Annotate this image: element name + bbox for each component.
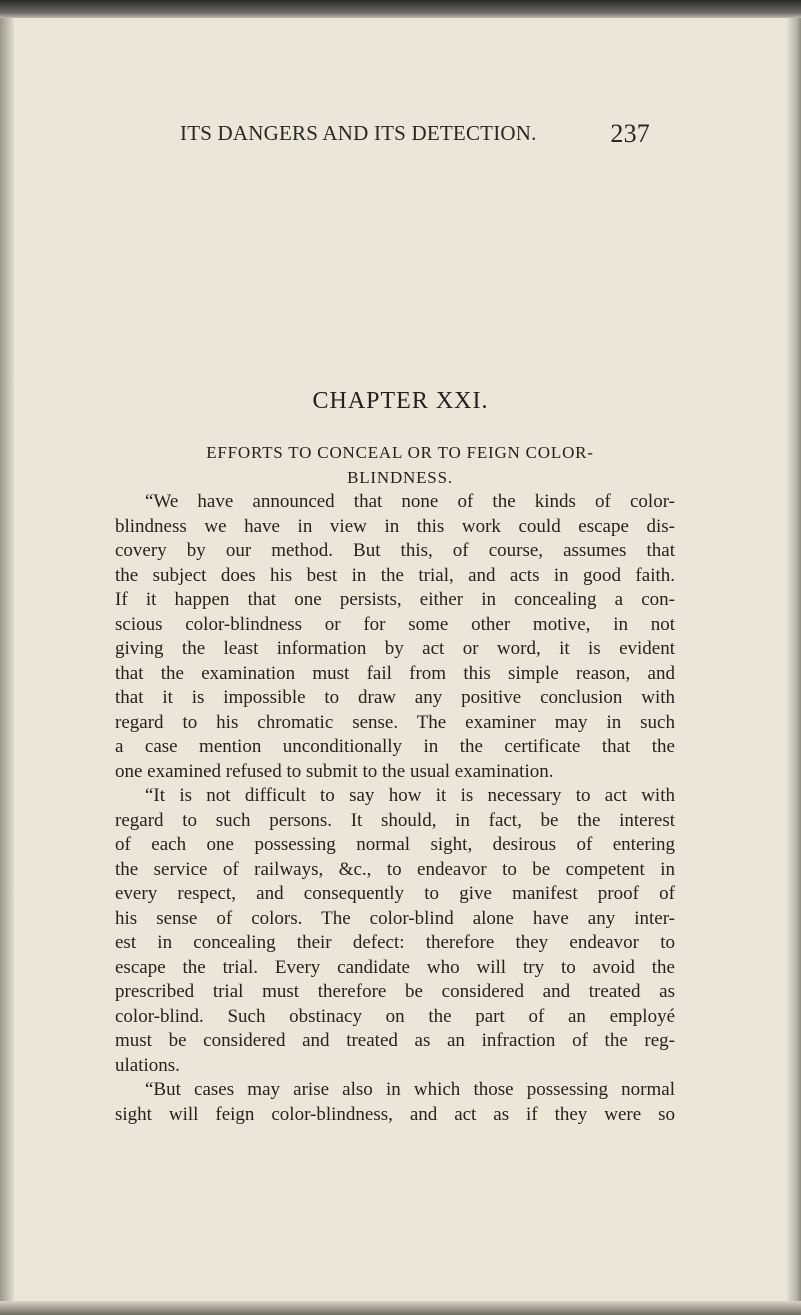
text-line: that the examination must fail from this simple reason, and	[115, 662, 675, 684]
text-line: escape the trial. Every candidate who will try to avoid the	[115, 956, 675, 978]
scan-right-edge	[787, 18, 801, 1315]
text-line: must be considered and treated as an infraction of the reg-	[115, 1030, 675, 1051]
text-line: “But cases may arise also in which those possessing normal	[145, 1079, 675, 1100]
text-line: scious color-blindness or for some other motive, in not	[115, 613, 675, 635]
text-line: covery by our method. But this, of course, assumes that	[115, 540, 675, 561]
running-head-title: ITS DANGERS AND ITS DETECTION.	[180, 121, 537, 145]
text-line: the service of railways, &c., to endeavor to be competent in	[115, 858, 675, 880]
chapter-title: CHAPTER XXI.	[312, 388, 489, 414]
text-line: one examined refused to submit to the usual examination.	[115, 760, 554, 782]
text-line: “It is not difficult to say how it is necessary to act with	[145, 785, 675, 806]
scan-bottom-edge	[0, 1301, 801, 1315]
scan-left-edge	[0, 18, 14, 1315]
text-line: “We have announced that none of the kinds of color-	[145, 491, 675, 512]
text-line: the subject does his best in the trial, and acts in good faith.	[115, 564, 675, 586]
text-line: prescribed trial must therefore be considered and treated as	[115, 981, 675, 1002]
chapter-subtitle-line: EFFORTS TO CONCEAL OR TO FEIGN COLOR-	[206, 443, 594, 462]
text-line: a case mention unconditionally in the certificate that the	[115, 736, 675, 757]
page-number: 237	[610, 119, 650, 148]
text-line: every respect, and consequently to give manifest proof of	[115, 883, 675, 904]
text-line: his sense of colors. The color-blind alone have any inter-	[115, 907, 675, 929]
text-line: of each one possessing normal sight, desirous of entering	[115, 834, 675, 855]
chapter-subtitle-line: BLINDNESS.	[347, 468, 453, 487]
text-line: that it is impossible to draw any positive conclusion with	[115, 687, 675, 708]
text-line: If it happen that one persists, either in concealing a con-	[115, 589, 675, 610]
text-line: ulations.	[115, 1054, 180, 1076]
text-line: regard to such persons. It should, in fact, be the interest	[115, 809, 675, 831]
text-line: est in concealing their defect: therefore they endeavor to	[115, 932, 675, 953]
text-line: sight will feign color-blindness, and act as if they were so	[115, 1103, 675, 1125]
chapter-subtitle	[100, 440, 700, 490]
body-text	[115, 490, 675, 1127]
text-line: color-blind. Such obstinacy on the part of an employé	[115, 1005, 675, 1027]
text-line: blindness we have in view in this work could escape dis-	[115, 515, 675, 537]
scan-top-edge	[0, 0, 801, 18]
text-line: giving the least information by act or word, it is evident	[115, 638, 675, 659]
text-line: regard to his chromatic sense. The examiner may in such	[115, 711, 675, 733]
